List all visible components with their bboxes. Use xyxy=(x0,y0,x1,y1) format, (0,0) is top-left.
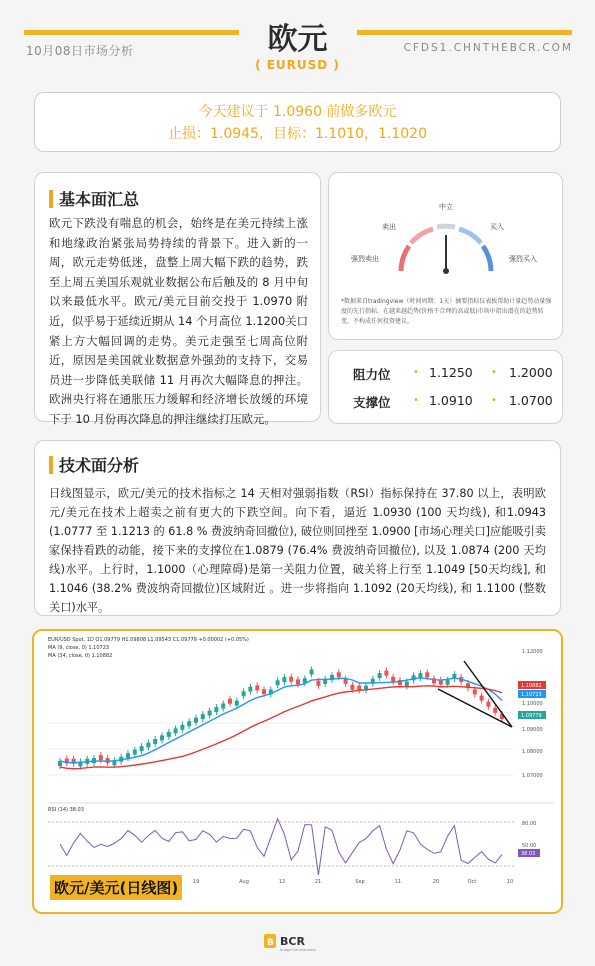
candle-body xyxy=(289,677,293,682)
x-axis-tick: 11 xyxy=(394,879,402,885)
x-axis-tick: 20 xyxy=(432,879,440,885)
footer-logo xyxy=(0,930,595,958)
candle-body xyxy=(167,732,171,737)
site-url[interactable]: CFDS1.CHNTHEBCR.COM xyxy=(403,42,573,54)
bullet-icon: • xyxy=(413,367,419,378)
bullet-icon: • xyxy=(413,395,419,406)
gauge-label-strong-sell: 强烈卖出 xyxy=(351,255,379,263)
support-level-2: 1.0700 xyxy=(509,393,553,408)
gauge-arc-sell xyxy=(411,229,433,243)
rsi-legend: RSI (14) 38.03 xyxy=(48,807,84,813)
candle-body xyxy=(248,687,252,692)
heading-accent-bar xyxy=(49,190,53,208)
candle-body xyxy=(255,685,259,690)
candle-body xyxy=(235,701,239,706)
price-chart xyxy=(34,631,561,912)
x-axis-tick: 10 xyxy=(506,879,514,885)
gauge-label-buy: 买入 xyxy=(490,223,504,231)
candle-body xyxy=(480,696,484,701)
gauge-needle-hub xyxy=(443,268,449,274)
candle-body xyxy=(310,669,314,674)
gauge-label-neutral: 中立 xyxy=(439,203,453,211)
x-axis-tick: 12 xyxy=(278,879,286,885)
resistance-level-2: 1.2000 xyxy=(509,365,553,380)
page-title: 欧元 xyxy=(267,22,328,57)
support-row xyxy=(329,393,564,419)
recommendation-box xyxy=(34,92,561,152)
candle-body xyxy=(133,750,137,755)
fundamentals-card xyxy=(34,172,321,426)
candle-body xyxy=(153,739,157,744)
price-badge-ma-slow-text: 1.10882 xyxy=(521,683,542,689)
bullet-icon: • xyxy=(491,395,497,406)
sentiment-gauge xyxy=(329,173,564,293)
candle-body xyxy=(473,689,477,694)
candle-body xyxy=(146,743,150,748)
price-tick: 1.08000 xyxy=(522,749,543,755)
candle-body xyxy=(296,679,300,684)
resistance-row xyxy=(329,365,564,391)
gauge-label-sell: 卖出 xyxy=(382,223,396,231)
candle-body xyxy=(446,680,450,685)
candle-body xyxy=(350,685,354,690)
price-tick: 1.12000 xyxy=(522,649,543,655)
candle-body xyxy=(180,725,184,730)
price-chart-card xyxy=(32,629,563,914)
support-label: 支撑位 xyxy=(353,395,391,410)
candle-body xyxy=(316,681,320,686)
gauge-arc-neutral xyxy=(437,226,455,227)
rsi-tick: 50.00 xyxy=(522,843,537,849)
candle-body xyxy=(126,753,130,758)
candle-body xyxy=(242,691,246,696)
support-level-1: 1.0910 xyxy=(429,393,473,408)
fundamentals-heading-text: 基本面汇总 xyxy=(59,190,140,209)
candle-body xyxy=(391,677,395,682)
gauge-arc-strong-buy xyxy=(483,246,491,271)
footer-logo-text: BCR xyxy=(279,935,305,948)
gauge-arc-buy xyxy=(459,229,481,243)
candle-body xyxy=(486,702,490,707)
candle-body xyxy=(187,721,191,726)
candle-body xyxy=(405,682,409,687)
gauge-footnote: *数据来自tradingview（时间周期：1天）摘要指标仪表板帮助计量趋势动量强度的先行指标。在越来越趋势(价格不合理的高或低)市场中指出潜在的趋势转变，不构成任何投资建议。 xyxy=(341,298,552,325)
heading-accent-bar xyxy=(49,456,53,474)
svg-text:B: B xyxy=(266,938,274,948)
candle-body xyxy=(99,755,103,760)
x-axis-tick: Sep xyxy=(355,879,365,885)
technical-heading-text: 技术面分析 xyxy=(59,456,140,475)
price-tick: 1.10000 xyxy=(522,701,543,707)
candle-body xyxy=(228,699,232,704)
x-axis-tick: 19 xyxy=(192,879,200,885)
candle-body xyxy=(425,672,429,677)
candle-body xyxy=(221,703,225,708)
resistance-label: 阻力位 xyxy=(353,367,391,382)
sentiment-gauge-card xyxy=(328,172,563,340)
chart-legend-ma-fast: MA (9, close, 0) 1.10723 xyxy=(48,645,110,651)
price-tick: 1.09000 xyxy=(522,727,543,733)
technical-card xyxy=(34,440,561,616)
candle-body xyxy=(337,672,341,677)
x-axis-tick: Aug xyxy=(239,879,249,885)
x-axis-tick: 21 xyxy=(314,879,322,885)
candle-body xyxy=(208,711,212,716)
candle-body xyxy=(378,673,382,678)
price-badge-last-text: 1.09779 xyxy=(521,713,542,719)
recommendation-line-2: 止损：1.0945，目标：1.1010，1.1020 xyxy=(168,126,427,142)
levels-card xyxy=(328,350,563,424)
candle-body xyxy=(140,746,144,751)
candle-body xyxy=(493,708,497,713)
chart-legend-symbol: EUR/USD Spot, 1D O1.09779 H1.09808 L1.09543 C1.09779 +0.00002 (+0.05%) xyxy=(48,637,249,643)
candle-body xyxy=(276,680,280,685)
price-badge-ma-fast-text: 1.10723 xyxy=(521,692,542,698)
candle-body xyxy=(160,735,164,740)
recommendation-line-1: 今天建议于 1.0960 前做多欧元 xyxy=(198,104,397,120)
page-subtitle: ( EURUSD ) xyxy=(255,58,340,72)
rsi-tick: 80.00 xyxy=(522,821,537,827)
rsi-badge-text: 38.03 xyxy=(521,851,536,857)
x-axis-tick: Oct xyxy=(467,879,477,885)
technical-heading xyxy=(49,453,546,476)
candle-body xyxy=(344,679,348,684)
gauge-arc-strong-sell xyxy=(401,246,409,271)
candle-body xyxy=(214,707,218,712)
resistance-level-1: 1.1250 xyxy=(429,365,473,380)
technical-body: 日线图显示，欧元/美元的技术指标之 14 天相对强弱指数（RSI）指标保持在 37.80 以上，表明欧元/美元在技术上超卖之前有更大的下跌空间。向下看，逼近 1.0930 (100 天均线), 和1.0943 (1.0777 至 1.1213 的 61.8 % 费波纳奇回撤位), 破位则回挫至 1.0900 [市场心理关口]应能吸引卖家保持看跌的动能，接下来的支撑位在1.0879 (76.4% 费波纳奇回撤位), 以及 1.0874 (200 天均线)水平。上行时，1.1000（心理障碍)是第一关阻力位置，破关将上行至 1.1049 [50天均线], 和1.1046 (38.2% 费波纳奇回撤位)区域附近 。进一步将指向 1.1092 (20天均线), 和 1.1100 (整数关口)水平。 xyxy=(49,487,546,614)
date-label: 10月08日市场分析 xyxy=(26,44,134,58)
gauge-label-strong-buy: 强烈买入 xyxy=(509,255,537,263)
bcr-logo xyxy=(258,930,338,954)
fundamentals-heading xyxy=(49,187,308,210)
candle-body xyxy=(194,718,198,723)
candle-body xyxy=(174,728,178,733)
candle-body xyxy=(384,671,388,676)
candle-body xyxy=(282,677,286,682)
price-tick: 1.07000 xyxy=(522,773,543,779)
footer-logo-tagline: bridge the economic xyxy=(279,948,316,952)
candle-body xyxy=(262,689,266,694)
chart-legend-ma-slow: MA (34, close, 0) 1.10882 xyxy=(48,653,113,659)
fundamentals-body: 欧元下跌没有喘息的机会，始终是在美元持续上涨和地缘政治紧张局势持续的背景下。进入新的一周，欧元走势低迷，盘整上周大幅下跌的趋势，跌至上周五美国乐观就业数据公布后触及的 8 月中旬以来最低水平。欧元/美元目前交投于 1.0970 附近，似乎易于延续近期从 14 个月高位 1.1200关口紧上方大幅回调的走势。美元走强至七周高位附近，原因是美国就业数据意外强劲的支持下，交易员进一步降低美联储 11 月再次大幅降息的押注。欧洲央行将在通胀压力缓解和经济增长放缓的环境下于 10 月份再次降息的押注继续打压欧元。 xyxy=(49,216,308,426)
bullet-icon: • xyxy=(491,367,497,378)
chart-caption: 欧元/美元(日线图) xyxy=(50,875,182,900)
candle-body xyxy=(201,714,205,719)
